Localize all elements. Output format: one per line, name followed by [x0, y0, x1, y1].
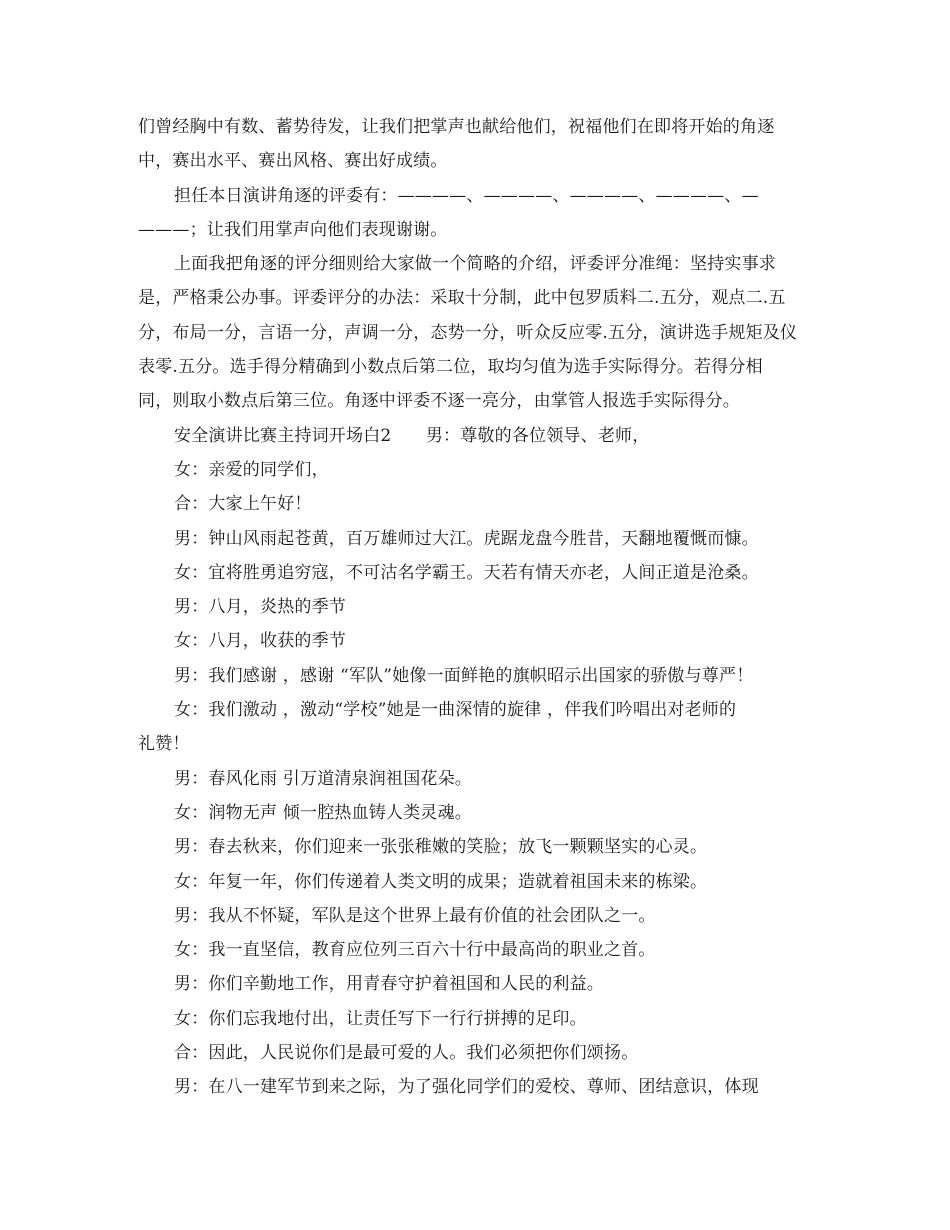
paragraph-line: 女：年复一年，你们传递着人类文明的成果；造就着祖国未来的栋梁。	[174, 871, 708, 892]
paragraph-line: 男：春去秋来，你们迎来一张张稚嫩的笑脸；放飞一颗颗坚实的心灵。	[174, 837, 708, 858]
paragraph-line: 分，布局一分，言语一分，声调一分，态势一分，听众反应零.五分，演讲选手规矩及仪	[138, 322, 798, 343]
paragraph-line: 女：宜将胜勇追穷寇，不可沽名学霸王。天若有情天亦老，人间正道是沧桑。	[174, 562, 759, 583]
paragraph-line: 们曾经胸中有数、蓄势待发，让我们把掌声也献给他们，祝福他们在即将开始的角逐	[138, 117, 775, 137]
paragraph-line: ———；让我们用掌声向他们表现谢谢。	[138, 219, 448, 240]
paragraph-line: 礼赞！	[138, 734, 190, 755]
paragraph-line: 中，赛出水平、赛出风格、赛出好成绩。	[138, 151, 448, 172]
paragraph-line: 担任本日演讲角逐的评委有：————、————、————、————、—	[174, 185, 759, 206]
paragraph-line: 女：我一直坚信，教育应位列三百六十行中最高尚的职业之首。	[174, 940, 656, 961]
paragraph-line: 合：大家上午好！	[174, 494, 312, 515]
paragraph-line: 女：八月，收获的季节	[174, 631, 346, 652]
paragraph-line: 男：春风化雨 引万道清泉润祖国花朵。	[174, 768, 473, 789]
paragraph-line: 安全演讲比赛主持词开场白2 男：尊敬的各位领导、老师，	[174, 425, 650, 446]
paragraph-line: 同，则取小数点后第三位。角逐中评委不逐一亮分，由掌管人报选手实际得分。	[138, 391, 740, 412]
paragraph-line: 上面我把角逐的评分细则给大家做一个简略的介绍，评委评分准绳：坚持实事求	[174, 254, 776, 275]
paragraph-line: 男：你们辛勤地工作，用青春守护着祖国和人民的利益。	[174, 974, 604, 995]
paragraph-line: 女：我们激动 ，激动“学校”她是一曲深情的旋律 ，伴我们吟唱出对老师的	[174, 700, 737, 721]
paragraph-line: 合：因此，人民说你们是最可爱的人。我们必须把你们颂扬。	[174, 1043, 639, 1064]
paragraph-line: 男：钟山风雨起苍黄，百万雄师过大江。虎踞龙盘今胜昔，天翻地覆慨而慷。	[174, 528, 759, 549]
paragraph-line: 女：润物无声 倾一腔热血铸人类灵魂。	[174, 802, 473, 823]
paragraph-line: 女：你们忘我地付出，让责任写下一行行拼搏的足印。	[174, 1008, 587, 1029]
document-body	[138, 110, 818, 1105]
paragraph-line: 男：我从不怀疑，军队是这个世界上最有价值的社会团队之一。	[174, 905, 656, 926]
paragraph-line: 表零.五分。选手得分精确到小数点后第二位，取均匀值为选手实际得分。若得分相	[138, 357, 763, 378]
paragraph-line: 女：亲爱的同学们，	[174, 459, 329, 480]
paragraph-line: 男：在八一建军节到来之际，为了强化同学们的爱校、尊师、团结意识，体现	[174, 1077, 759, 1098]
paragraph-line: 男：我们感谢 ，感谢 “军队”她像一面鲜艳的旗帜昭示出国家的骄傲与尊严！	[174, 665, 754, 686]
paragraph-line: 男：八月，炎热的季节	[174, 597, 346, 618]
paragraph-line: 是，严格秉公办事。评委评分的办法：采取十分制，此中包罗质料二.五分，观点二.五	[138, 288, 786, 309]
